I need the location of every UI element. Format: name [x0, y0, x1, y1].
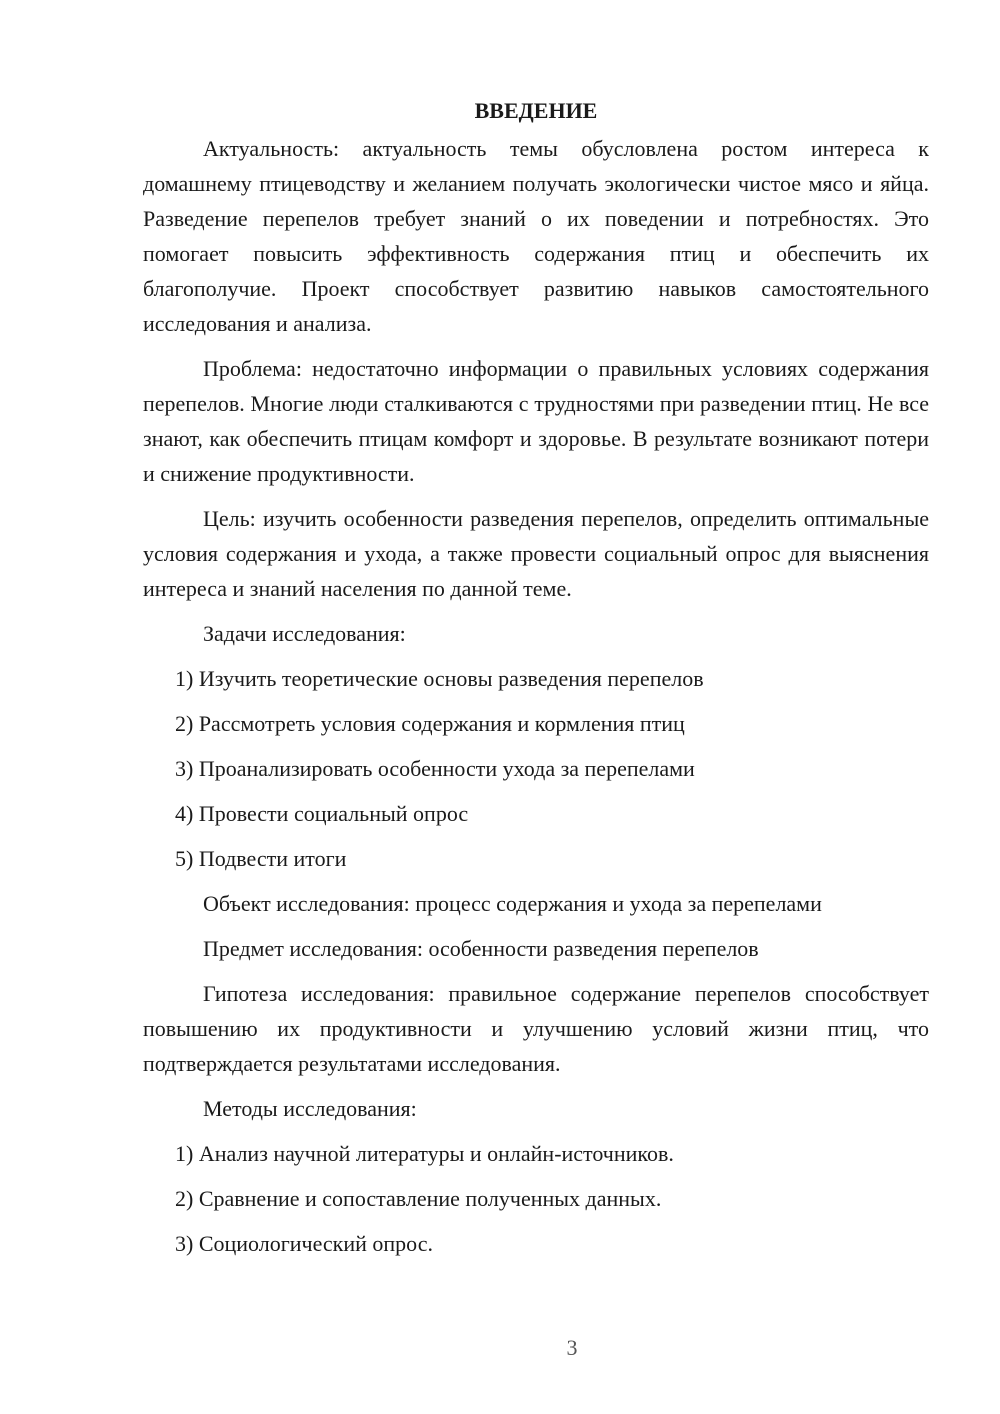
tasks-list: [143, 661, 929, 876]
methods-list: [143, 1136, 929, 1261]
paragraph-goal: Цель: изучить особенности разведения перепелов, определить оптимальные условия содержания и ухода, а также провести социальный опрос для выяснения интереса и знаний населения по данной теме.: [143, 506, 929, 601]
list-item: 2) Рассмотреть условия содержания и кормления птиц: [175, 711, 685, 736]
list-item: 3) Проанализировать особенности ухода за перепелами: [175, 756, 695, 781]
list-item: 3) Социологический опрос.: [175, 1231, 433, 1256]
list-item: 2) Сравнение и сопоставление полученных данных.: [175, 1186, 662, 1211]
paragraph-object: Объект исследования: процесс содержания и ухода за перепелами: [203, 891, 822, 916]
list-item: 1) Изучить теоретические основы разведения перепелов: [175, 666, 704, 691]
tasks-heading: Задачи исследования:: [203, 621, 406, 646]
section-title: ВВЕДЕНИЕ: [474, 98, 598, 123]
page-number: 3: [566, 1335, 578, 1360]
paragraph-problem: Проблема: недостаточно информации о правильных условиях содержания перепелов. Многие люди сталкиваются с трудностями при разведении птиц. Не все знают, как обеспечить птицам комфорт и здоровье. В результате возникают потери и снижение продуктивности.: [143, 356, 929, 486]
methods-heading: Методы исследования:: [203, 1096, 417, 1121]
list-item: 5) Подвести итоги: [175, 846, 347, 871]
list-item: 4) Провести социальный опрос: [175, 801, 469, 826]
document-page: [143, 96, 929, 1271]
paragraph-relevance: Актуальность: актуальность темы обусловлена ростом интереса к домашнему птицеводству и желанием получать экологически чистое мясо и яйца. Разведение перепелов требует знаний о их поведении и потребностях. Это помогает повысить эффективность содержания птиц и обеспечить их благополучие. Проект способствует развитию навыков самостоятельного исследования и анализа.: [143, 136, 929, 336]
paragraph-subject: Предмет исследования: особенности разведения перепелов: [203, 936, 759, 961]
paragraph-hypothesis: Гипотеза исследования: правильное содержание перепелов способствует повышению их продуктивности и улучшению условий жизни птиц, что подтверждается результатами исследования.: [143, 981, 929, 1076]
list-item: 1) Анализ научной литературы и онлайн-источников.: [175, 1141, 674, 1166]
